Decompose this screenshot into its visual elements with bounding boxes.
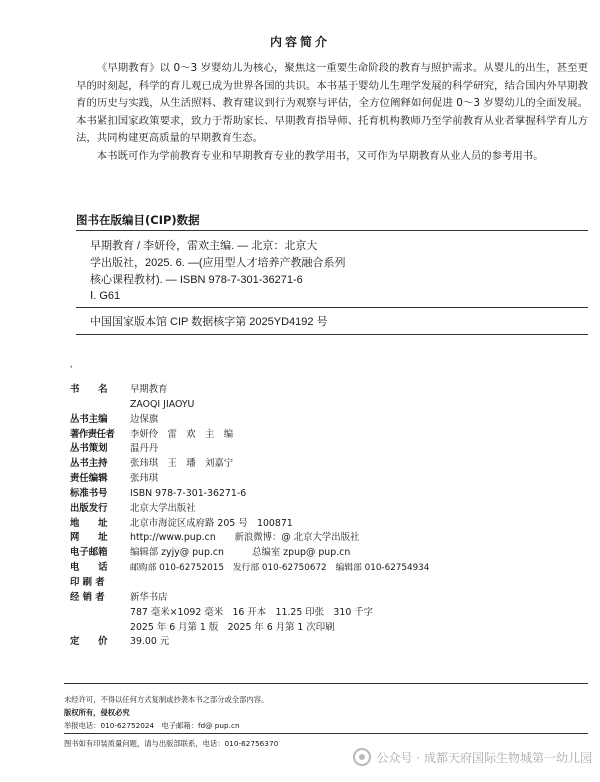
footer-report: 举报电话：010-62752024 电子邮箱：fd@ pup.cn xyxy=(64,721,240,731)
info-row-planner xyxy=(70,442,590,457)
info-row-email xyxy=(70,546,590,561)
info-row-editor xyxy=(70,472,590,487)
cip-divider-middle xyxy=(76,307,588,308)
info-row-series-editor xyxy=(70,413,590,428)
info-label: 印 刷 者 xyxy=(70,576,105,588)
watermark-text: 公众号 · 成都天府国际生物城第一幼儿园 xyxy=(376,750,592,765)
info-row-phone xyxy=(70,561,590,576)
info-value xyxy=(130,576,590,591)
info-row-pinyin xyxy=(70,398,590,413)
cip-title: 图书在版编目(CIP)数据 xyxy=(76,213,200,227)
info-label: 丛书策划 xyxy=(70,443,108,455)
info-value: 邮购部 010-62752015 发行部 010-62750672 编辑部 010-62754934 xyxy=(130,563,430,574)
info-label: 地 址 xyxy=(70,517,108,529)
wechat-icon xyxy=(353,748,371,766)
info-value: 编辑部 zyjy@ pup.cn 总编室 zpup@ pup.cn xyxy=(130,547,351,559)
info-label: 电 话 xyxy=(70,562,108,574)
info-value: 张玮琪 王 璠 刘嘉宁 xyxy=(130,458,234,470)
info-row-title xyxy=(70,383,590,398)
intro-body xyxy=(76,60,588,166)
cip-line: 核心课程教材). — ISBN 978-7-301-36271-6 xyxy=(90,273,303,286)
info-value: 边保旗 xyxy=(130,413,159,425)
footer xyxy=(64,693,584,733)
info-label xyxy=(70,398,130,413)
info-value: http://www.pup.cn 新浪微博：@ 北京大学出版社 xyxy=(130,532,360,544)
info-value: ZAOQI JIAOYU xyxy=(130,398,195,410)
info-label: 丛书主编 xyxy=(70,413,108,425)
tick-mark: ‘ xyxy=(70,365,73,375)
info-row-format xyxy=(70,606,590,621)
footer-contact: 图书如有印装质量问题，请与出版部联系，电话：010-62756370 xyxy=(64,739,279,748)
info-row-distributor xyxy=(70,591,590,606)
info-label: 电子邮箱 xyxy=(70,547,108,559)
info-value: 新华书店 xyxy=(130,591,168,603)
publication-info xyxy=(70,383,590,650)
cip-line: 早期教育 / 李妍伶，雷欢主编. — 北京：北京大 xyxy=(90,240,318,252)
info-row-printer xyxy=(70,576,590,591)
info-row-website xyxy=(70,531,590,546)
info-label: 经 销 者 xyxy=(70,591,105,603)
info-row-hosts xyxy=(70,457,590,472)
info-label: 著作责任者 xyxy=(70,428,115,440)
info-row-publisher xyxy=(70,502,590,517)
cip-line: 学出版社，2025. 6. —(应用型人才培养产教融合系列 xyxy=(90,256,346,269)
info-label: 书 名 xyxy=(70,384,108,395)
cip-divider-top xyxy=(76,230,588,231)
info-label: 出版发行 xyxy=(70,502,108,514)
info-label: 责任编辑 xyxy=(70,473,108,485)
info-value: 787 毫米×1092 毫米 16 开本 11.25 印张 310 千字 xyxy=(130,606,374,618)
info-row-authors xyxy=(70,428,590,443)
info-row-price xyxy=(70,635,590,650)
watermark xyxy=(353,748,592,766)
info-value: 温丹丹 xyxy=(130,443,159,455)
info-row-address xyxy=(70,517,590,532)
info-label xyxy=(70,606,130,621)
footer-divider-bottom xyxy=(64,733,588,734)
info-label: 网 址 xyxy=(70,532,108,544)
info-value: 2025 年 6 月第 1 版 2025 年 6 月第 1 次印刷 xyxy=(130,621,335,633)
intro-paragraph: 本书既可作为学前教育专业和早期教育专业的教学用书，又可作为早期教育从业人员的参考用书。 xyxy=(96,149,544,162)
cip-line: Ⅰ. G61 xyxy=(90,290,121,303)
info-row-edition xyxy=(70,621,590,636)
info-label: 定 价 xyxy=(70,636,108,648)
info-label: 丛书主持 xyxy=(70,458,108,470)
cip-divider-bottom xyxy=(76,334,588,335)
info-label xyxy=(70,621,130,636)
intro-title: 内容简介 xyxy=(269,35,330,49)
info-value: ISBN 978-7-301-36271-6 xyxy=(130,487,247,499)
info-value: 北京市海淀区成府路 205 号 100871 xyxy=(130,517,293,529)
info-label: 标准书号 xyxy=(70,487,108,499)
footer-divider-top xyxy=(64,683,588,684)
footer-notice: 未经许可，不得以任何方式复制或抄袭本书之部分或全部内容。 xyxy=(64,695,269,704)
footer-rights: 版权所有，侵权必究 xyxy=(64,708,130,718)
info-value: 张玮琪 xyxy=(130,473,159,485)
info-row-isbn xyxy=(70,487,590,502)
info-value: 早期教育 xyxy=(130,384,168,395)
cip-record: 中国国家版本馆 CIP 数据核字第 2025YD4192 号 xyxy=(90,316,328,328)
intro-paragraph: 《早期教育》以 0～3 岁婴幼儿为核心，聚焦这一重要生命阶段的教育与照护需求。从婴儿的出生，甚至更早的时刻起，科学的育儿观已成为世界各国的共识。本书基于婴幼儿生理学发展的科学研究，结合国内外早期教育的历史与实践，从生活照料、教育建议到行为观察与评估，全方位阐释如何促进 0～3 岁婴幼儿的全面发展。本书紧扣国家政策要求，致力于帮助家长、早期教育指导师、托育机构教师乃至学前教育从业者掌握科学育儿方法，共同构建更高质量的早期教育生态。 xyxy=(76,62,588,145)
info-value: 李妍伶 雷 欢 主 编 xyxy=(130,428,234,440)
info-value: 39.00 元 xyxy=(130,636,170,648)
info-value: 北京大学出版社 xyxy=(130,502,196,514)
cip-body xyxy=(90,238,390,305)
